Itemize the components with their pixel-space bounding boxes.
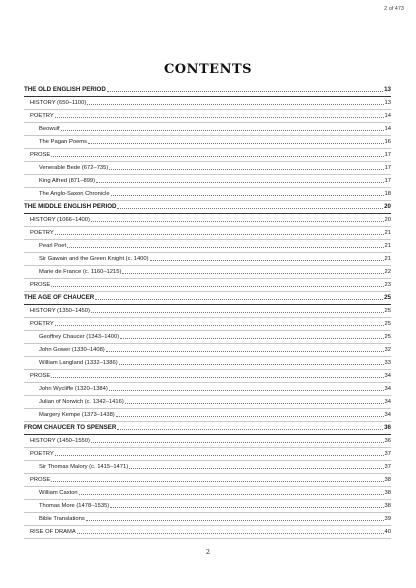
dot-leader [91,312,384,313]
toc-entry-label: The Anglo-Saxon Chronicle [39,191,110,197]
toc-entry-label: PROSE [30,152,51,158]
toc-entry-page-number: 25 [384,334,391,340]
dot-leader [106,351,384,352]
toc-entry[interactable] [24,201,391,214]
page-number-footer: 2 [205,548,211,556]
dot-leader [150,260,384,261]
toc-entry-label: POETRY [30,230,54,236]
toc-entry-page-number: 13 [384,86,391,93]
toc-entry-label: THE MIDDLE ENGLISH PERIOD [24,203,117,210]
dot-leader [111,195,384,196]
toc-entry-page-number: 20 [384,217,391,223]
toc-entry-page-number: 17 [384,178,391,184]
toc-entry[interactable] [24,188,391,201]
toc-entry-label: Sir Thomas Malory (c. 1415–1471) [39,464,129,470]
toc-entry-label: Marie de France (c. 1160–1215) [39,269,122,275]
toc-entry[interactable] [24,409,391,422]
toc-entry[interactable] [24,253,391,266]
dot-leader [55,455,384,456]
dot-leader [110,507,383,508]
dot-leader [55,325,384,326]
dot-leader [122,273,383,274]
toc-entry[interactable] [24,97,391,110]
toc-entry-page-number: 13 [384,100,391,106]
toc-entry-page-number: 16 [384,139,391,145]
toc-entry-label: William Langland (1332–1386) [39,360,118,366]
toc-entry-page-number: 32 [384,347,391,353]
toc-entry-label: Geoffrey Chaucer (1343–1400) [39,334,120,340]
toc-entry-label: William Caxton [39,490,78,496]
dot-leader [79,494,384,495]
toc-entry[interactable] [24,292,391,305]
dot-leader [61,130,384,131]
toc-entry-label: Margery Kempe (1373–1438) [39,412,115,418]
toc-entry-label: Bible Translations [39,516,85,522]
toc-entry-label: The Pagan Poems [39,139,88,145]
toc-entry[interactable] [24,500,391,513]
dot-leader [55,117,384,118]
toc-entry-label: PROSE [30,282,51,288]
toc-entry-page-number: 37 [384,451,391,457]
toc-entry[interactable] [24,331,391,344]
toc-entry-label: THE OLD ENGLISH PERIOD [24,86,106,93]
toc-entry-page-number: 20 [384,203,391,210]
dot-leader [91,221,384,222]
toc-entry-label: HISTORY (1350–1450) [30,308,90,314]
toc-entry[interactable] [24,396,391,409]
dot-leader [125,403,384,404]
toc-entry-label: PROSE [30,477,51,483]
toc-entry[interactable] [24,110,391,123]
dot-leader [95,299,383,300]
dot-leader [109,169,383,170]
dot-leader [116,416,384,417]
toc-entry-page-number: 39 [384,516,391,522]
dot-leader [117,208,383,209]
toc-entry[interactable] [24,370,391,383]
toc-entry-label: Beowulf [39,126,60,132]
dot-leader [96,182,383,183]
toc-entry-label: HISTORY (1450–1550) [30,438,90,444]
toc-entry[interactable] [24,474,391,487]
toc-entry-page-number: 25 [384,294,391,301]
toc-entry-page-number: 36 [384,438,391,444]
toc-entry[interactable] [24,149,391,162]
toc-entry[interactable] [24,227,391,240]
dot-leader [107,91,383,92]
toc-entry-page-number: 34 [384,412,391,418]
toc-entry-page-number: 21 [384,243,391,249]
toc-entry[interactable] [24,513,391,526]
page-counter: 2 of 473 [384,6,404,12]
toc-entry[interactable] [24,318,391,331]
toc-entry-label: FROM CHAUCER TO SPENSER [24,424,117,431]
toc-entry-label: John Gower (1330–1408) [39,347,105,353]
toc-entry[interactable] [24,435,391,448]
toc-entry[interactable] [24,305,391,318]
toc-entry[interactable] [24,84,391,97]
dot-leader [51,156,383,157]
toc-entry-page-number: 25 [384,321,391,327]
toc-entry[interactable] [24,162,391,175]
toc-entry-page-number: 36 [384,424,391,431]
dot-leader [51,286,383,287]
dot-leader [51,377,383,378]
page-title: CONTENTS [163,62,253,77]
toc-entry-page-number: 17 [384,165,391,171]
toc-entry-page-number: 33 [384,360,391,366]
toc-entry[interactable] [24,422,391,435]
toc-entry-page-number: 25 [384,308,391,314]
toc-entry[interactable] [24,357,391,370]
toc-entry-page-number: 22 [384,269,391,275]
toc-entry[interactable] [24,526,391,539]
toc-entry-label: King Alfred (871–899) [39,178,96,184]
toc-entry[interactable] [24,448,391,461]
toc-entry[interactable] [24,344,391,357]
toc-entry-label: POETRY [30,451,54,457]
toc-entry[interactable] [24,123,391,136]
toc-entry-page-number: 21 [384,256,391,262]
table-of-contents [24,84,391,539]
toc-entry-page-number: 14 [384,126,391,132]
dot-leader [55,234,384,235]
toc-entry-page-number: 34 [384,399,391,405]
dot-leader [120,338,383,339]
toc-entry-label: Pearl Poet [39,243,67,249]
toc-entry-page-number: 37 [384,464,391,470]
dot-leader [91,442,384,443]
toc-entry-label: HISTORY (650–1100) [30,100,87,106]
toc-entry-page-number: 18 [384,191,391,197]
dot-leader [86,520,384,521]
toc-entry-label: PROSE [30,373,51,379]
toc-entry-page-number: 17 [384,152,391,158]
toc-entry[interactable] [24,461,391,474]
toc-entry[interactable] [24,214,391,227]
toc-entry-label: RISE OF DRAMA [30,529,76,535]
toc-entry-label: Sir Gawain and the Green Knight (c. 1400) [39,256,149,262]
toc-entry[interactable] [24,175,391,188]
toc-entry-label: John Wycliffe (1320–1384) [39,386,108,392]
toc-entry[interactable] [24,279,391,292]
dot-leader [88,143,384,144]
toc-entry-page-number: 23 [384,282,391,288]
dot-leader [117,429,383,430]
toc-entry-page-number: 14 [384,113,391,119]
toc-entry-label: HISTORY (1066–1400) [30,217,90,223]
toc-entry[interactable] [24,383,391,396]
toc-entry-page-number: 38 [384,477,391,483]
toc-entry-page-number: 38 [384,503,391,509]
toc-entry[interactable] [24,487,391,500]
toc-entry-label: POETRY [30,113,54,119]
toc-entry-label: Julian of Norwich (c. 1342–1416) [39,399,124,405]
toc-entry[interactable] [24,240,391,253]
toc-entry-page-number: 40 [384,529,391,535]
toc-entry-page-number: 21 [384,230,391,236]
dot-leader [119,364,384,365]
dot-leader [87,104,383,105]
dot-leader [109,390,384,391]
toc-entry-label: THE AGE OF CHAUCER [24,294,95,301]
dot-leader [77,533,384,534]
toc-entry-label: POETRY [30,321,54,327]
toc-entry-label: Thomas More (1478–1535) [39,503,110,509]
toc-entry[interactable] [24,136,391,149]
toc-entry-label: Venerable Bede (672–735) [39,165,109,171]
toc-entry-page-number: 34 [384,386,391,392]
toc-entry-page-number: 38 [384,490,391,496]
dot-leader [67,247,383,248]
dot-leader [51,481,383,482]
dot-leader [129,468,383,469]
toc-entry-page-number: 34 [384,373,391,379]
toc-entry[interactable] [24,266,391,279]
